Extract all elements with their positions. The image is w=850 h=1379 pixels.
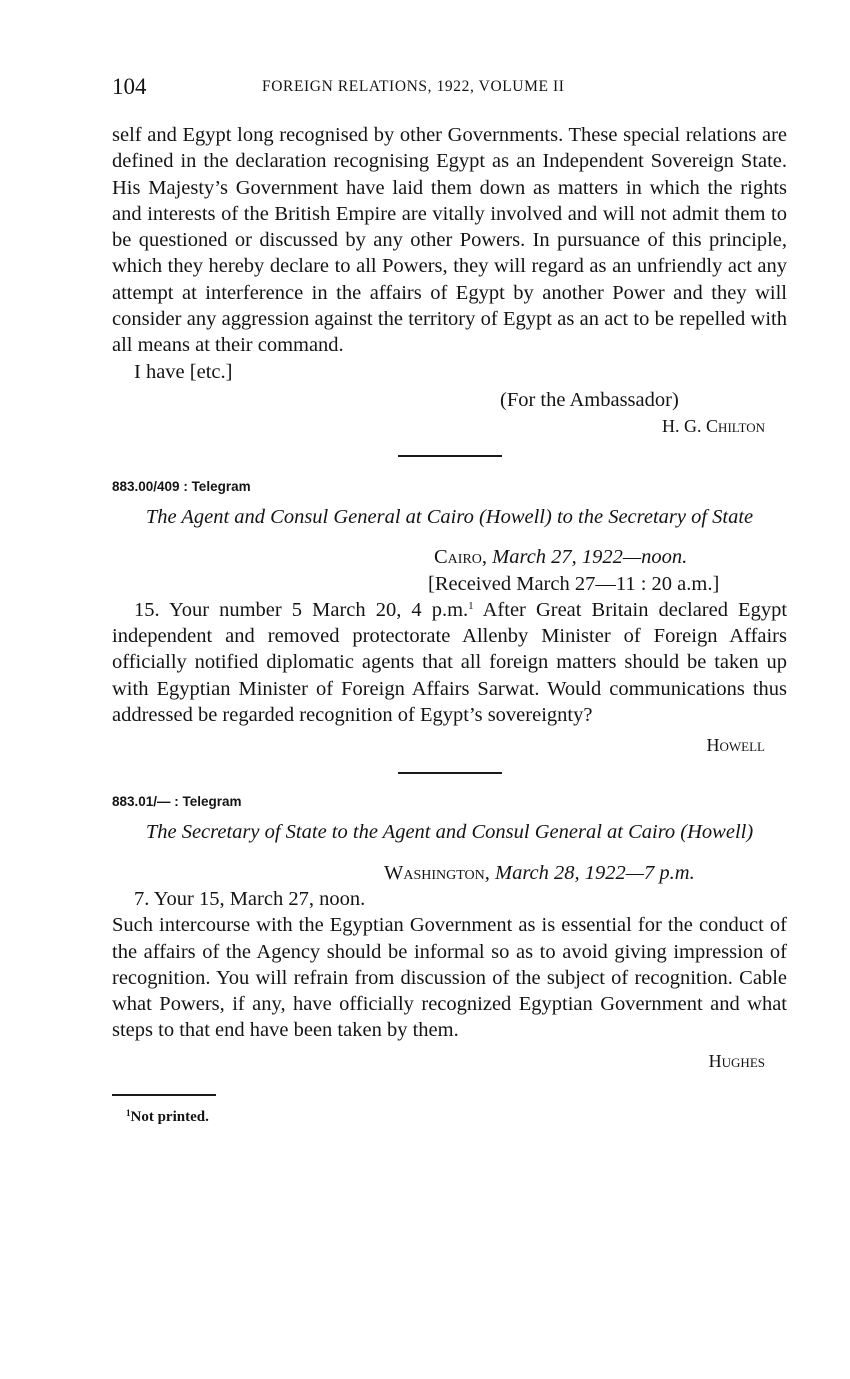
dateline: [112, 544, 787, 570]
page-number: 104: [112, 74, 147, 99]
telegram-body: [112, 597, 787, 728]
telegram-paragraph: 7. Your 15, March 27, noon.: [134, 887, 366, 910]
running-head: [112, 72, 787, 108]
telegram-body-rest: After Great Britain declared Egypt independent and removed protectorate Allenby Minister of Foreign Affairs officially notified diplomatic agents that all foreign matters should be taken up with Egyptian Minister of Foreign Affairs Sarwat. Would communications thus addressed be regarded recognition of Egypt’s sovereignty?: [112, 598, 788, 727]
dateline-date: March 28, 1922—7 p.m.: [495, 861, 695, 884]
running-title: FOREIGN RELATIONS, 1922, VOLUME II: [262, 78, 565, 95]
dateline: [112, 860, 787, 886]
received-line: [Received March 27—11 : 20 a.m.]: [428, 572, 720, 595]
document-heading: The Agent and Consul General at Cairo (Howell) to the Secretary of State: [145, 505, 754, 528]
footnote-mark: 1: [126, 1107, 131, 1118]
dateline-place: Cairo,: [434, 546, 488, 569]
signature-chilton: H. G. Chilton: [662, 415, 765, 436]
dateline-place: Washington,: [384, 861, 490, 884]
signature-howell: Howell: [706, 735, 765, 756]
footnote: [112, 1104, 787, 1130]
document-heading: The Secretary of State to the Agent and Consul General at Cairo (Howell): [145, 821, 754, 844]
for-ambassador-line: (For the Ambassador): [500, 388, 679, 411]
footnote-text: Not printed.: [130, 1108, 209, 1125]
closing-line: I have [etc.]: [134, 360, 233, 383]
file-reference: 883.00/409 : Telegram: [112, 478, 251, 494]
telegram-paragraph: Such intercourse with the Egyptian Government as is essential for the conduct of the affairs of the Agency should be informal so as to avoid giving impression of recognition. You will refrain from discussion of the subject of recognition. Cable what Powers, if any, have officially recognized Egyptian Government and what steps to that end have been taken by them.: [112, 914, 787, 1042]
document-page: [112, 72, 787, 1130]
footnote-reference: 1: [468, 599, 474, 612]
continuation-paragraph: self and Egypt long recognised by other Governments. These special relations are defined in the declaration recognising Egypt as an Independent Sovereign State. His Majesty’s Government have laid them down as matters in which the rights and interests of the British Empire are vitally involved and will not admit them to be questioned or discussed by any other Powers. In pursuance of this principle, which they hereby declare to all Powers, they will regard as an unfriendly act any attempt at interference in the affairs of Egypt by another Power and they will consider any aggression against the territory of Egypt as an act to be repelled with all means at their command.: [112, 124, 787, 357]
telegram-body-start: 15. Your number 5 March 20, 4 p.m.: [134, 598, 469, 621]
file-reference: 883.01/— : Telegram: [112, 794, 242, 810]
dateline-date: March 27, 1922—noon.: [492, 546, 688, 569]
signature-hughes: Hughes: [708, 1050, 765, 1071]
